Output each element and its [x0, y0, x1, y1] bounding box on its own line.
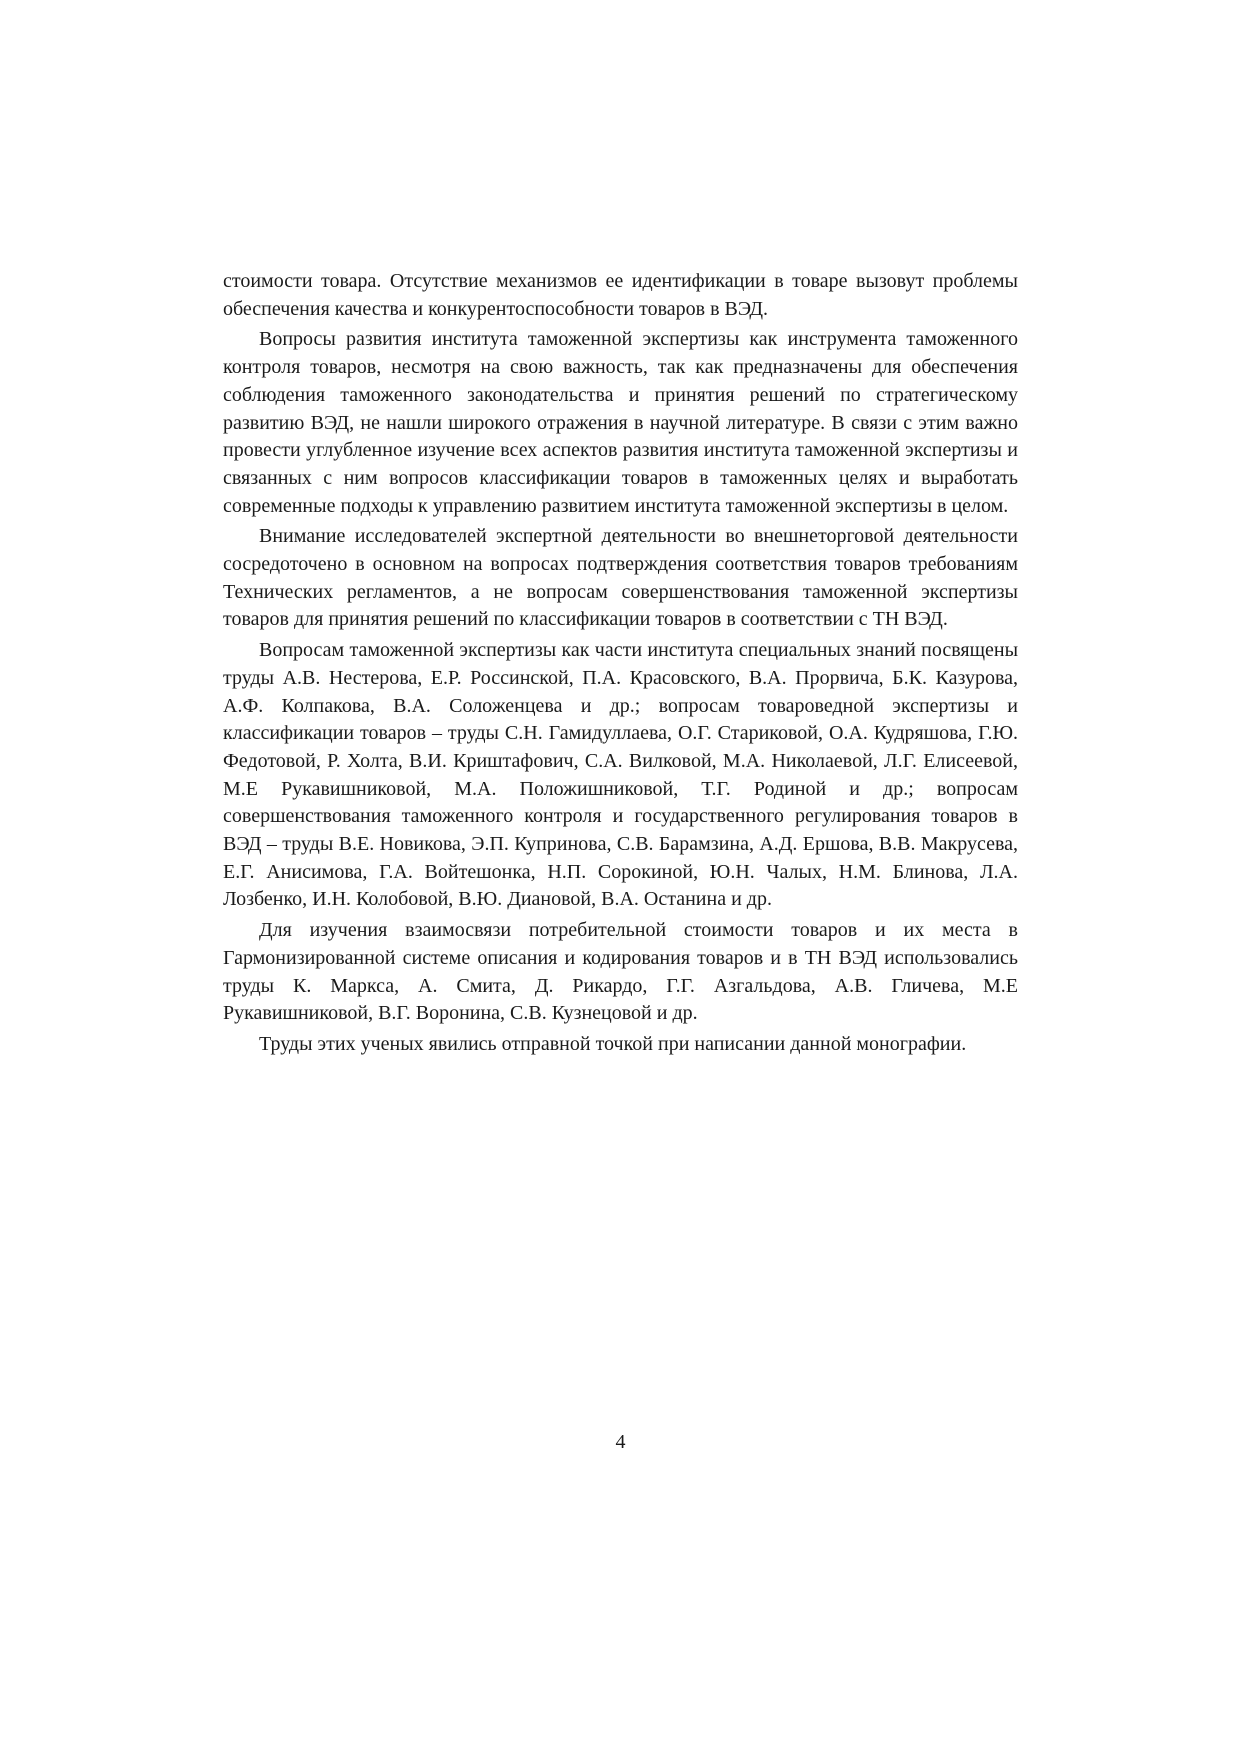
- paragraph-conclusion: Труды этих ученых явились отправной точкой при написании данной монографии.: [259, 1032, 967, 1055]
- paragraph-customs-expertise-development: Вопросы развития института таможенной экспертизы как инструмента таможенного контроля товаров, несмотря на свою важность, так как предназначены для обеспечения соблюдения таможенного законодательства и принятия решений по стратегическому развитию ВЭД, не нашли широкого отражения в научной литературе. В связи с этим важно провести углубленное изучение всех аспектов развития института таможенной экспертизы и связанных с ним вопросов классификации товаров в таможенных целях и выработать современные подходы к управлению развитием института таможенной экспертизы в целом.: [223, 328, 1018, 517]
- page-number: 4: [615, 1431, 626, 1453]
- paragraph-researchers-attention: Внимание исследователей экспертной деятельности во внешнеторговой деятельности сосредоточено в основном на вопросах подтверждения соответствия товаров требованиям Технических регламентов, а не вопросам совершенствования таможенной экспертизы товаров для принятия решений по классификации товаров в соответствии с ТН ВЭД.: [223, 525, 1018, 631]
- page-body: [223, 268, 1018, 1059]
- paragraph-related-works: Вопросам таможенной экспертизы как части института специальных знаний посвящены труды А.В. Нестерова, Е.Р. Россинской, П.А. Красовского, В.А. Прорвича, Б.К. Казурова, А.Ф. Колпакова, В.А. Соложенцева и др.; вопросам товароведной экспертизы и классификации товаров – труды С.Н. Гамидуллаева, О.Г. Стариковой, О.А. Кудряшова, Г.Ю. Федотовой, Р. Холта, В.И. Криштафович, С.А. Вилковой, М.А. Николаевой, Л.Г. Елисеевой, М.Е Рукавишниковой, М.А. Положишниковой, Т.Г. Родиной и др.; вопросам совершенствования таможенного контроля и государственного регулирования товаров в ВЭД – труды В.Е. Новикова, Э.П. Куприновa, С.В. Барамзина, А.Д. Ершова, В.В. Макрусева, Е.Г. Анисимова, Г.А. Войтешонка, Н.П. Сорокиной, Ю.Н. Чалых, Н.М. Блинова, Л.А. Лозбенко, И.Н. Колобовой, В.Ю. Диановой, В.А. Останина и др.: [223, 639, 1018, 911]
- paragraph-continuation: стоимости товара. Отсутствие механизмов ее идентификации в товаре вызовут проблемы обеспечения качества и конкурентоспособности товаров в ВЭД.: [223, 270, 1018, 320]
- paragraph-consumer-value-study: Для изучения взаимосвязи потребительной стоимости товаров и их места в Гармонизированной системе описания и кодирования товаров и в ТН ВЭД использовались труды К. Маркса, А. Смита, Д. Рикардо, Г.Г. Азгальдова, А.В. Гличева, М.Е Рукавишниковой, В.Г. Воронина, С.В. Кузнецовой и др.: [223, 919, 1018, 1025]
